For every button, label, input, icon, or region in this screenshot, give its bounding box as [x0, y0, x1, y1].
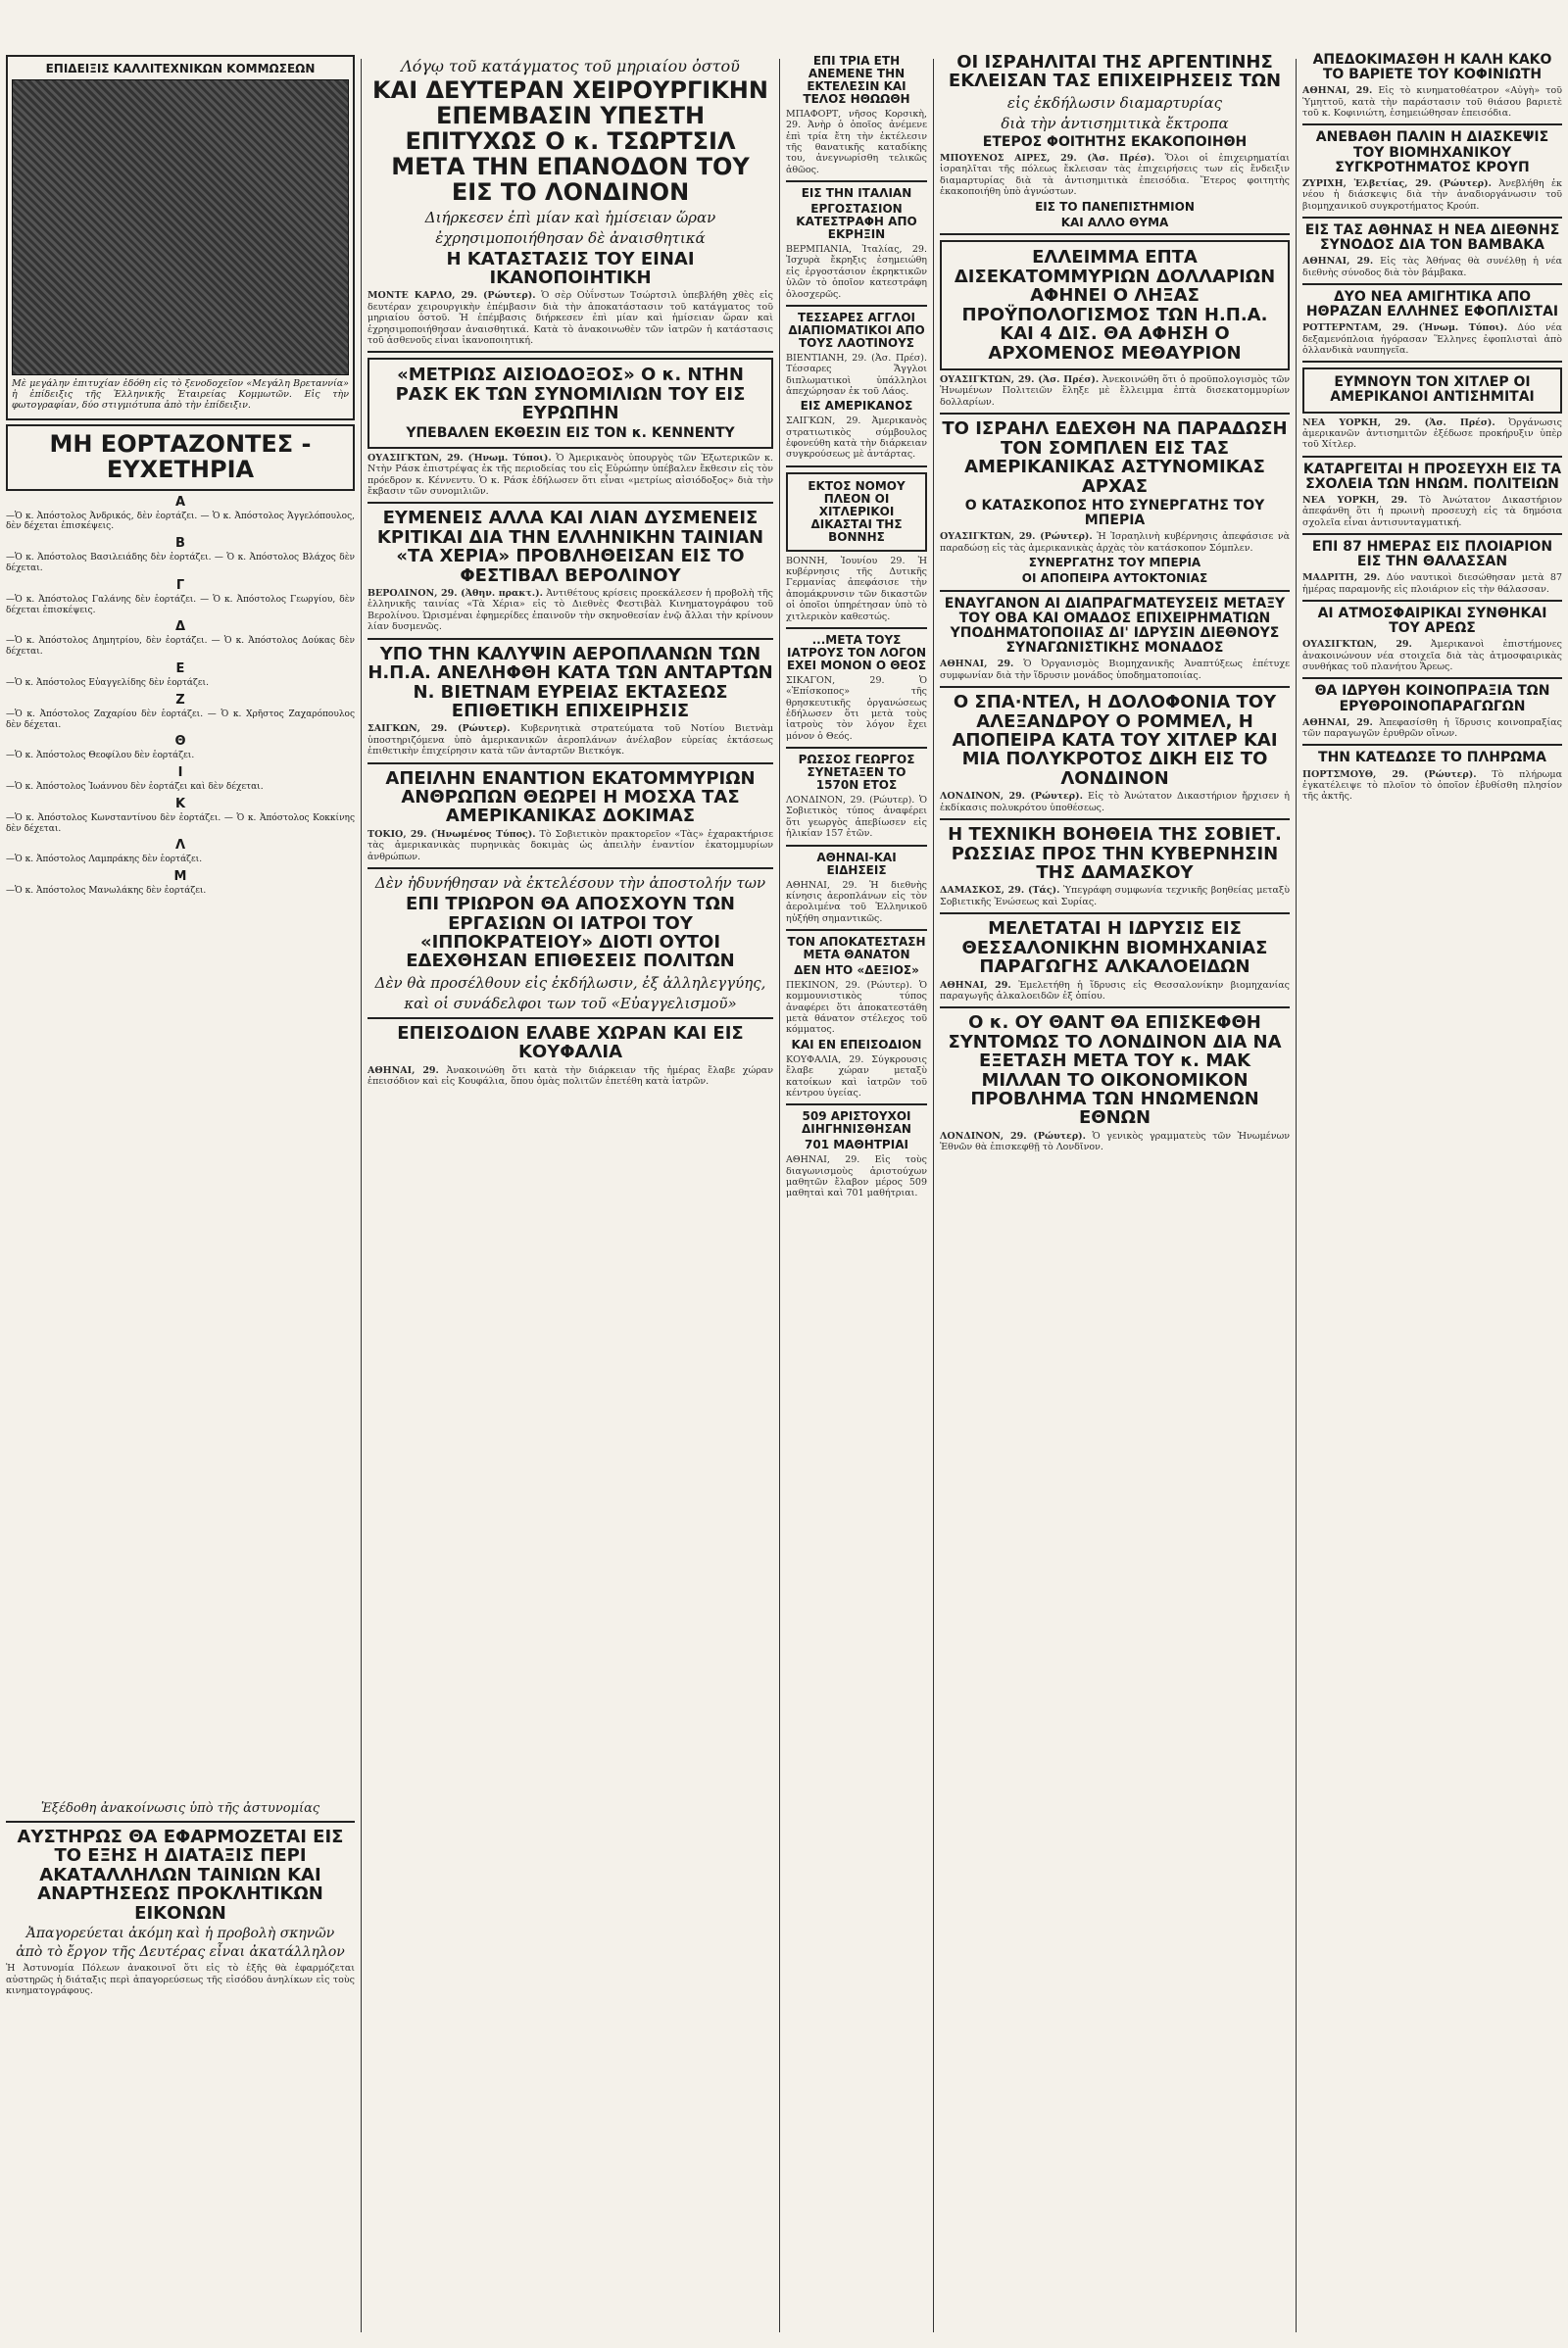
story-body	[1302, 417, 1562, 451]
story-text: Ὁ Ὀργανισμὸς Βιομηχανικῆς Ἀναπτύξεως ἐπέτυχε συμφωνίαν διὰ τὴν ἵδρυσιν μονάδος ὑποδηματοποιίας.	[940, 659, 1291, 681]
story-body	[1302, 639, 1562, 672]
dateline: ΝΕΑ ΥΟΡΚΗ, 29.	[1302, 494, 1408, 506]
column-4	[934, 0, 1296, 2348]
story-text: Ἀμερικανοὶ ἐπιστήμονες ἀνακοινώνουν νέα στοιχεῖα διὰ τὰς ἀτμοσφαιρικὰς συνθήκας τοῦ πλανήτου Ἄρεως.	[1302, 639, 1562, 673]
story-subhead: Ο ΚΑΤΑΣΚΟΠΟΣ ΗΤΟ ΣΥΝΕΡΓΑΤΗΣ ΤΟΥ ΜΠΕΡΙΑ	[964, 498, 1265, 529]
story-body	[368, 1065, 773, 1088]
story-body	[1302, 572, 1562, 595]
greeting-letter: Α	[174, 494, 186, 510]
greeting-entry: —Ὁ κ. Ἀπόστολος Κωνσταντίνου δὲν ἑορτάζει. — Ὁ κ. Ἀπόστολος Κοκκίνης δὲν δέχεται.	[6, 812, 355, 834]
greeting-entry: —Ὁ κ. Ἀπόστολος Ζαχαρίου δὲν ἑορτάζει. — Ὁ κ. Χρῆστος Ζαχαρόπουλος δὲν δέχεται.	[6, 709, 355, 730]
story-headline: ΥΠΟ ΤΗΝ ΚΑΛΥΨΙΝ ΑΕΡΟΠΛΑΝΩΝ ΤΩΝ Η.Π.Α. ΑΝΕΛΗΦΘΗ ΚΑΤΑ ΤΩΝ ΑΝΤΑΡΤΩΝ Ν. ΒΙΕΤΝΑΜ ΕΥΡΕΙΑΣ ΕΚΤΑΣΕΩΣ ΕΠΙΘΕΤΙΚΗ ΕΠΙΧΕΙΡΗΣΙΣ	[368, 643, 773, 721]
column-3	[780, 0, 933, 2348]
story-body: ΣΙΚΑΓΟΝ, 29. Ὁ «Ἐπίσκοπος» τῆς θρησκευτικῆς ὀργανώσεως ἐδήλωσεν ὅτι μετὰ τοὺς ἰατροὺς τὸν λόγον ἔχει μόνον ὁ Θεός.	[786, 674, 927, 742]
story-headline: Ο ΣΠΑ·ΝΤΕΛ, Η ΔΟΛΟΦΟΝΙΑ ΤΟΥ ΑΛΕΞΑΝΔΡΟΥ Ο ΡΟΜΜΕΛ, Η ΑΠΟΠΕΙΡΑ ΚΑΤΑ ΤΟΥ ΧΙΤΛΕΡ ΚΑΙ ΜΙΑ ΠΟΛΥΚΡΟΤΟΣ ΔΙΚΗ ΕΙΣ ΤΟ ΛΟΝΔΙΝΟΝ	[952, 692, 1278, 789]
greeting-entry: —Ὁ κ. Ἀπόστολος Εὐαγγελίδης δὲν ἑορτάζει.	[6, 677, 209, 688]
dateline: ΜΠΟΥΕΝΟΣ ΑΙΡΕΣ, 29. (Ἀσ. Πρέσ).	[940, 152, 1155, 164]
story-text: Ὁ γενικὸς γραμματεὺς τῶν Ἡνωμένων Ἐθνῶν θὰ ἐπισκεφθῇ τὸ Λονδῖνον.	[940, 1130, 1290, 1153]
story-body: ΑΘΗΝΑΙ, 29. Ἡ διεθνὴς κίνησις ἀεροπλάνων εἰς τὸν ἀερολιμένα τοῦ Ἑλληνικοῦ ηὐξήθη σημαντικῶς.	[786, 879, 927, 924]
story-box	[1302, 367, 1562, 413]
greeting-entry: —Ὁ κ. Ἀπόστολος Γαλάνης δὲν ἑορτάζει. — Ὁ κ. Ἀπόστολος Γεωργίου, δὲν δέχεται ἐπισκέψεις.	[6, 594, 355, 615]
story-body: ΒΙΕΝΤΙΑΝΗ, 29. (Ἀσ. Πρέσ). Τέσσαρες Ἄγγλοι διπλωματικοὶ ὑπάλληλοι ἀπεχώρησαν ἐκ τοῦ Λάος.	[786, 352, 927, 397]
story-headline: 509 ΑΡΙΣΤΟΥΧΟΙ ΔΙΗΓΗΝΙΣΘΗΣΑΝ	[802, 1109, 911, 1137]
story-subhead: ἐχρησιμοποιήθησαν δὲ ἀναισθητικά	[435, 228, 706, 247]
story-body	[1302, 256, 1562, 278]
dateline: ΑΘΗΝΑΙ, 29.	[940, 659, 1014, 670]
cinema-story	[6, 1798, 355, 1999]
story-headline: ΕΠΕΙΣΟΔΙΟΝ ΕΛΑΒΕ ΧΩΡΑΝ ΚΑΙ ΕΙΣ ΚΟΥΦΑΛΙΑ	[397, 1022, 744, 1063]
dateline: ΜΑΔΡΙΤΗ, 29.	[1302, 572, 1381, 584]
story-text: Ὁ Ἀμερικανὸς ὑπουργὸς τῶν Ἐξωτερικῶν κ. Ντὴν Ράσκ ἐπιστρέψας ἐκ τῆς περιοδείας του εἰς Εὐρώπην ὑπέβαλεν ἔκθεσιν εἰς τὸν πρόεδρον κ. Κέννεντυ. Ὁ κ. Ράσκ ἐδήλωσεν ὅτι εἶναι «μετρίως αἰσιόδοξος» διὰ τὴν ἔκβασιν τῶν συνομιλιῶν.	[368, 452, 773, 497]
dateline: ΡΟΤΤΕΡΝΤΑΜ, 29. (Ἡνωμ. Τύποι).	[1302, 322, 1508, 334]
dateline: ΔΑΜΑΣΚΟΣ, 29. (Τάς).	[940, 885, 1060, 897]
story-text: Δύο νέα δεξαμενόπλοια ἠγόρασαν Ἕλληνες ἐφοπλισταὶ ἀπὸ ὁλλανδικὰ ναυπηγεῖα.	[1302, 322, 1562, 356]
greeting-entry: —Ὁ κ. Ἀπόστολος Λαμπράκης δὲν ἑορτάζει.	[6, 855, 203, 865]
story-headline: Ο κ. ΟΥ ΘΑΝΤ ΘΑ ΕΠΙΣΚΕΦΘΗ ΣΥΝΤΟΜΩΣ ΤΟ ΛΟΝΔΙΝΟΝ ΔΙΑ ΝΑ ΕΞΕΤΑΣΗ ΜΕΤΑ ΤΟΥ κ. ΜΑΚ ΜΙΛΛΑΝ ΤΟ ΟΙΚΟΝΟΜΙΚΟΝ ΠΡΟΒΛΗΜΑ ΤΩΝ ΗΝΩΜΕΝΩΝ ΕΘΝΩΝ	[948, 1012, 1282, 1129]
dateline: ΑΘΗΝΑΙ, 29.	[940, 979, 1011, 991]
story-headline: ΡΩΣΣΟΣ ΓΕΩΡΓΟΣ ΣΥΝΕΤΑΞΕΝ ΤΟ 1570Ν ΕΤΟΣ	[798, 753, 915, 793]
story-headline: ΕΠΙ ΤΡΙΑ ΕΤΗ ΑΝΕΜΕΝΕ ΤΗΝ ΕΚΤΕΛΕΣΙΝ ΚΑΙ ΤΕΛΟΣ ΗΘΩΩΘΗ	[803, 54, 910, 106]
story-body	[940, 531, 1290, 554]
story-headline: ...ΜΕΤΑ ΤΟΥΣ ΙΑΤΡΟΥΣ ΤΟΝ ΛΟΓΟΝ ΕΧΕΙ ΜΟΝΟΝ Ο ΘΕΟΣ	[786, 632, 927, 672]
story-headline: ΤΟ ΙΣΡΑΗΛ ΕΔΕΧΘΗ ΝΑ ΠΑΡΑΔΩΣΗ ΤΟΝ ΣΟΜΠΛΕΝ ΕΙΣ ΤΑΣ ΑΜΕΡΙΚΑΝΙΚΑΣ ΑΣΤΥΝΟΜΙΚΑΣ ΑΡΧΑΣ	[942, 418, 1288, 497]
greeting-entry: —Ὁ κ. Ἀπόστολος Μανωλάκης δὲν ἑορτάζει.	[6, 886, 207, 897]
story-body	[940, 885, 1290, 907]
story-text: Ὑπεγράφη συμφωνία τεχνικῆς βοηθείας μεταξὺ Σοβιετικῆς Ἑνώσεως καὶ Συρίας.	[940, 885, 1290, 907]
story-kicker: Δὲν ἠδυνήθησαν νὰ ἐκτελέσουν τὴν ἀποστολήν των	[374, 874, 766, 893]
story-text: Ἀνεκοινώθη ὅτι ὁ προϋπολογισμὸς τῶν Ἡνωμένων Πολιτειῶν ἔληξε μὲ ἔλλειμμα ἑπτὰ δισεκατομμυρίων δολλαρίων.	[940, 374, 1290, 408]
greeting-letter: Μ	[173, 869, 187, 885]
story-label: ΕΙΣ ΤΟ ΠΑΝΕΠΙΣΤΗΜΙΟΝ	[1035, 199, 1195, 214]
story-headline: ΔΥΟ ΝΕΑ ΑΜΙΓΗΤΙΚΑ ΑΠΟ ΗΘΡΑΖΑΝ ΕΛΛΗΝΕΣ ΕΦΟΠΛΙΣΤΑΙ	[1305, 288, 1559, 319]
story-headline: ΤΟΝ ΑΠΟΚΑΤΕΣΤΑΣΗ ΜΕΤΑ ΘΑΝΑΤΟΝ	[787, 935, 926, 962]
story-body: ΣΑΙΓΚΩΝ, 29. Ἀμερικανὸς στρατιωτικὸς σύμβουλος ἐφονεύθη κατὰ τὴν διάρκειαν συγκρούσεως μὲ ἀντάρτας.	[786, 416, 927, 461]
story-headline: ΚΑΙ ΔΕΥΤΕΡΑΝ ΧΕΙΡΟΥΡΓΙΚΗΝ ΕΠΕΜΒΑΣΙΝ ΥΠΕΣΤΗ ΕΠΙΤΥΧΩΣ Ο κ. ΤΣΩΡΤΣΙΛ ΜΕΤΑ ΤΗΝ ΕΠΑΝΟΔΟΝ ΤΟΥ ΕΙΣ ΤΟ ΛΟΝΔΙΝΟΝ	[372, 76, 768, 206]
story-headline: ΜΕΛΕΤΑΤΑΙ Η ΙΔΡΥΣΙΣ ΕΙΣ ΘΕΣΣΑΛΟΝΙΚΗΝ ΒΙΟΜΗΧΑΝΙΑΣ ΠΑΡΑΓΩΓΗΣ ΑΛΚΑΛΟΕΙΔΩΝ	[961, 918, 1268, 978]
story-label: ΕΙΣ ΑΜΕΡΙΚΑΝΟΣ	[800, 399, 913, 414]
cinema-headline: ΑΥΣΤΗΡΩΣ ΘΑ ΕΦΑΡΜΟΖΕΤΑΙ ΕΙΣ ΤΟ ΕΞΗΣ Η ΔΙΑΤΑΞΙΣ ΠΕΡΙ ΑΚΑΤΑΛΛΗΛΩΝ ΤΑΙΝΙΩΝ ΚΑΙ ΑΝΑΡΤΗΣΕΩΣ ΠΡΟΚΛΗΤΙΚΩΝ ΕΙΚΟΝΩΝ	[17, 1827, 344, 1924]
story-headline: ΤΗΝ ΚΑΤΕΔΩΣΕ ΤΟ ΠΛΗΡΩΜΑ	[1318, 750, 1546, 766]
story-subhead: Διήρκεσεν ἐπὶ μίαν καὶ ἡμίσειαν ὥραν	[424, 208, 716, 226]
story-body	[368, 588, 773, 633]
story-subhead: ΕΤΕΡΟΣ ΦΟΙΤΗΤΗΣ ΕΚΑΚΟΠΟΙΗΘΗ	[982, 133, 1248, 150]
story-text: Ὀργάνωσις ἀμερικανῶν ἀντισημιτῶν ἐξέδωσε προκήρυξιν ὑπὲρ τοῦ Χίτλερ.	[1302, 416, 1562, 451]
story-headline: Η ΤΕΧΝΙΚΗ ΒΟΗΘΕΙΑ ΤΗΣ ΣΟΒΙΕΤ. ΡΩΣΣΙΑΣ ΠΡΟΣ ΤΗΝ ΚΥΒΕΡΝΗΣΙΝ ΤΗΣ ΔΑΜΑΣΚΟΥ	[948, 824, 1282, 883]
cinema-subhead: ἀπὸ τὸ ἔργον τῆς Δευτέρας εἶναι ἀκατάλληλον	[16, 1944, 345, 1961]
cinema-body: Ἡ Ἀστυνομία Πόλεων ἀνακοινοῖ ὅτι εἰς τὸ ἑξῆς θὰ ἐφαρμόζεται αὐστηρῶς ἡ διάταξις περὶ ἀπαγορεύσεως τῆς εἰσόδου ἀνηλίκων εἰς τοὺς κινηματογράφους.	[6, 1963, 355, 1996]
dateline: ΛΟΝΔΙΝΟΝ, 29. (Ρώυτερ).	[940, 1130, 1086, 1142]
story-body	[368, 290, 773, 346]
story-body	[940, 659, 1290, 681]
dateline: ΑΘΗΝΑΙ, 29.	[1302, 85, 1373, 97]
greeting-letter: Κ	[174, 796, 186, 811]
story-text: Εἰς τὸ Ἀνώτατον Δικαστήριον ἤρχισεν ἡ ἐκδίκασις πολυκρότου ὑποθέσεως.	[940, 791, 1290, 813]
greeting-entry: —Ὁ κ. Ἀπόστολος Θεοφίλου δὲν ἑορτάζει.	[6, 751, 195, 761]
dateline: ΟΥΑΣΙΓΚΤΩΝ, 29. (Ρώυτερ).	[940, 531, 1093, 543]
story-headline: ΕΡΓΟΣΤΑΣΙΟΝ ΚΑΤΕΣΤΡΑΦΗ ΑΠΟ ΕΚΡΗΞΙΝ	[796, 202, 917, 242]
greeting-letter: Ε	[175, 660, 185, 676]
greeting-letter: Γ	[175, 577, 185, 593]
story-text: Κυβερνητικὰ στρατεύματα τοῦ Νοτίου Βιετνὰμ ὑποστηριζόμενα ὑπὸ ἀμερικανικῶν ἀεροπλάνων ἀνέλαβον εὐρείας ἐκτάσεως ἐπιθετικὴν ἐπιχείρησιν κατὰ τῶν ἀνταρτῶν Βιετκόγκ.	[368, 723, 773, 758]
greeting-entry: —Ὁ κ. Ἀπόστολος Ἰωάννου δὲν ἑορτάζει καὶ δὲν δέχεται.	[6, 782, 264, 793]
photo-caption: Μὲ μεγάλην ἐπιτυχίαν ἐδόθη εἰς τὸ ξενοδοχεῖον «Μεγάλη Βρεταννία» ἡ ἐπίδειξις τῆς Ἑλληνικῆς Ἑταιρείας Κομμωτῶν. Εἰς τὴν φωτογραφίαν, δύο στιγμιότυπα ἀπὸ τὴν ἐπίδειξιν.	[12, 377, 349, 411]
story-body: ΚΟΥΦΑΛΙΑ, 29. Σύγκρουσις ἔλαβε χώραν μεταξὺ κατοίκων καὶ ἰατρῶν τοῦ κέντρου ὑγείας.	[786, 1053, 927, 1099]
story-text: Ἡ Ἰσραηλινὴ κυβέρνησις ἀπεφάσισε νὰ παραδώσῃ εἰς τὰς ἀμερικανικὰς ἀρχὰς τὸν κατάσκοπον Σόμπλεν.	[940, 531, 1290, 554]
greeting-entry: —Ὁ κ. Ἀπόστολος Δημητρίου, δὲν ἑορτάζει. — Ὁ κ. Ἀπόστολος Δούκας δὲν δέχεται.	[6, 636, 355, 658]
column-5	[1297, 0, 1568, 2348]
story-body	[940, 374, 1290, 408]
story-subhead: ΔΕΝ ΗΤΟ «ΔΕΞΙΟΣ»	[794, 962, 919, 977]
story-text: Ἐμελετήθη ἡ ἵδρυσις εἰς Θεσσαλονίκην βιομηχανίας παραγωγῆς ἀλκαλοειδῶν ἐξ ὀπίου.	[940, 979, 1291, 1002]
story-text: Ἀνακοινώθη ὅτι κατὰ τὴν διάρκειαν τῆς ἡμέρας ἔλαβε χώραν ἐπεισόδιον καὶ εἰς Κουφάλια, ὅπου ὁμὰς πολιτῶν ἐπετέθη κατὰ ἰατρῶν.	[368, 1064, 774, 1088]
story-headline: ΕΠΙ 87 ΗΜΕΡΑΣ ΕΙΣ ΠΛΟΙΑΡΙΟΝ ΕΙΣ ΤΗΝ ΘΑΛΑΣΣΑΝ	[1311, 539, 1553, 570]
story-subhead: Η ΚΑΤΑΣΤΑΣΙΣ ΤΟΥ ΕΙΝΑΙ ΙΚΑΝΟΠΟΙΗΤΙΚΗ	[446, 248, 695, 288]
story-headline: ΕΠΙ ΤΡΙΩΡΟΝ ΘΑ ΑΠΟΣΧΟΥΝ ΤΩΝ ΕΡΓΑΣΙΩΝ ΟΙ ΙΑΤΡΟΙ ΤΟΥ «ΙΠΠΟΚΡΑΤΕΙΟΥ» ΔΙΟΤΙ ΟΥΤΟΙ ΕΔΕΧΘΗΣΑΝ ΕΠΙΘΕΣΕΙΣ ΠΟΛΙΤΩΝ	[406, 894, 735, 972]
greetings-box	[6, 424, 355, 491]
story-subhead: Δὲν θὰ προσέλθουν εἰς ἐκδήλωσιν, ἐξ ἀλληλεγγύης,	[374, 973, 766, 992]
story-text: Εἰς τὰς Ἀθήνας θὰ συνέλθῃ ἡ νέα διεθνὴς σύνοδος διὰ τὸν βάμβακα.	[1302, 256, 1562, 278]
story-headline: «ΜΕΤΡΙΩΣ ΑΙΣΙΟΔΟΞΟΣ» Ο κ. ΝΤΗΝ ΡΑΣΚ ΕΚ ΤΩΝ ΣΥΝΟΜΙΛΙΩΝ ΤΟΥ ΕΙΣ ΕΥΡΩΠΗΝ	[395, 365, 746, 424]
story-label: ΟΙ ΑΠΟΠΕΙΡΑ ΑΥΤΟΚΤΟΝΙΑΣ	[1021, 570, 1208, 585]
dateline: ΖΥΡΙΧΗ, Ἑλβετίας, 29. (Ρώυτερ).	[1302, 177, 1492, 189]
story-headline: ΕΙΣ ΤΑΣ ΑΘΗΝΑΣ Η ΝΕΑ ΔΙΕΘΝΗΣ ΣΥΝΟΔΟΣ ΔΙΑ ΤΟΝ ΒΑΜΒΑΚΑ	[1304, 221, 1560, 253]
story-text: Ἀπεφασίσθη ἡ ἵδρυσις κοινοπραξίας τῶν παραγωγῶν ἐρυθρῶν οἴνων.	[1302, 716, 1562, 740]
dateline: ΑΘΗΝΑΙ, 29.	[1302, 256, 1374, 268]
story-body	[368, 723, 773, 757]
story-text: Τὸ πλήρωμα ἐγκατέλειψε τὸ πλοῖον τὸ ὁποῖον ἐβυθίσθη πλησίον τῆς ἀκτῆς.	[1302, 768, 1562, 803]
story-body	[1302, 769, 1562, 803]
photo-feature	[6, 55, 355, 420]
story-subhead: ΥΠΕΒΑΛΕΝ ΕΚΘΕΣΙΝ ΕΙΣ ΤΟΝ κ. ΚΕΝΝΕΝΤΥ	[406, 424, 735, 441]
story-box	[786, 472, 927, 552]
story-text: Ὁ σὲρ Οὐΐνστων Τσώρτσιλ ὑπεβλήθη χθὲς εἰς δευτέραν χειρουργικὴν ἐπέμβασιν διὰ τὴν ἀποκατάστασιν τοῦ κατάγματος τοῦ μηριαίου ὀστοῦ. Ἡ ἐπέμβασις διήρκεσεν ἐπὶ μίαν καὶ ἡμίσειαν ὥραν καὶ ἐχρησιμοποιήθησαν ἀναισθητικά. Κατὰ τὸ ἀνακοινωθὲν τῶν ἰατρῶν ἡ κατάστασις τοῦ ἀσθενοῦς εἶναι ἱκανοποιητική.	[368, 290, 773, 346]
hairstyle-show-photo	[12, 79, 349, 375]
story-body	[1302, 322, 1562, 356]
story-headline: ΑΠΕΙΛΗΝ ΕΝΑΝΤΙΟΝ ΕΚΑΤΟΜΜΥΡΙΩΝ ΑΝΘΡΩΠΩΝ ΘΕΩΡΕΙ Η ΜΟΣΧΑ ΤΑΣ ΑΜΕΡΙΚΑΝΙΚΑΣ ΔΟΚΙΜΑΣ	[385, 767, 756, 827]
story-headline: ΕΝΑΥΓΑΝΟΝ ΑΙ ΔΙΑΠΡΑΓΜΑΤΕΥΣΕΙΣ ΜΕΤΑΞΥ ΤΟΥ ΟΒΑ ΚΑΙ ΟΜΑΔΟΣ ΕΠΙΧΕΙΡΗΜΑΤΙΩΝ ΥΠΟΔΗΜΑΤΟΠΟΙΙΑΣ ΔΙ' ΙΔΡΥΣΙΝ ΔΙΕΘΝΟΥΣ ΣΥΝΑΓΩΝΙΣΤΙΚΗΣ ΜΟΝΑΔΟΣ	[944, 595, 1286, 657]
greetings-list	[6, 495, 355, 898]
story-text: Εἰς τὸ κινηματοθέατρον «Αὐγὴ» τοῦ Ὑμηττοῦ, κατὰ τὴν παράστασιν τοῦ θιάσου βαριετὲ τοῦ κ. Κοφινιώτη, ἐσημειώθησαν ἐπεισόδια.	[1302, 85, 1562, 119]
story-headline: ΟΙ ΙΣΡΑΗΛΙΤΑΙ ΤΗΣ ΑΡΓΕΝΤΙΝΗΣ ΕΚΛΕΙΣΑΝ ΤΑΣ ΕΠΙΧΕΙΡΗΣΕΙΣ ΤΩΝ	[948, 52, 1282, 92]
dateline: ΟΥΑΣΙΓΚΤΩΝ, 29. (Ἀσ. Πρέσ).	[940, 374, 1100, 386]
story-text: Ἀνεβλήθη ἐκ νέου ἡ διάσκεψις διὰ τὴν ἀναδιοργάνωσιν τοῦ βιομηχανικοῦ συγκροτήματος Κρούπ.	[1302, 177, 1562, 212]
story-subhead: καὶ οἱ συνάδελφοι των τοῦ «Εὐαγγελισμοῦ»	[404, 994, 737, 1012]
story-body: ΠΕΚΙΝΟΝ, 29. (Ρώυτερ). Ὁ κομμουνιστικὸς τύπος ἀναφέρει ὅτι ἀποκατεστάθη μετὰ θάνατον στέλεχος τοῦ κόμματος.	[786, 979, 927, 1036]
story-body	[940, 153, 1290, 198]
cinema-subhead: Ἀπαγορεύεται ἀκόμη καὶ ἡ προβολὴ σκηνῶν	[25, 1926, 335, 1942]
story-headline: ΤΕΣΣΑΡΕΣ ΑΓΓΛΟΙ ΔΙΑΠΙΟΜΑΤΙΚΟΙ ΑΠΟ ΤΟΥΣ ΛΑΟΤΙΝΟΥΣ	[788, 310, 925, 350]
greeting-letter: Ι	[177, 765, 183, 781]
story-headline: ΕΛΛΕΙΜΜΑ ΕΠΤΑ ΔΙΣΕΚΑΤΟΜΜΥΡΙΩΝ ΔΟΛΛΑΡΙΩΝ ΑΦΗΝΕΙ Ο ΛΗΞΑΣ ΠΡΟΫΠΟΛΟΓΙΣΜΟΣ ΤΩΝ Η.Π.Α. ΚΑΙ 4 ΔΙΣ. ΘΑ ΑΦΗΣΗ Ο ΑΡΧΟΜΕΝΟΣ ΜΕΘΑΥΡΙΟΝ	[954, 247, 1276, 364]
dateline: ΑΘΗΝΑΙ, 29.	[368, 1064, 439, 1076]
story-body	[1302, 717, 1562, 740]
greeting-letter: Δ	[174, 619, 186, 635]
story-text: Τὸ Ἀνώτατον Δικαστήριον ἀπεφάνθη ὅτι ἡ πρωινὴ προσευχὴ εἰς τὰ δημόσια σχολεῖα εἶναι ἀντισυνταγματική.	[1302, 494, 1562, 528]
story-body: ΒΕΡΜΠΑΝΙΑ, Ἰταλίας, 29. Ἰσχυρὰ ἔκρηξις ἐσημειώθη εἰς ἐργοστάσιον ἐκρηκτικῶν ὑλῶν τὸ ὁποῖον κατεστράφη ὁλοσχερῶς.	[786, 243, 927, 300]
story-body	[940, 1131, 1290, 1153]
story-text: Ἀντιθέτους κρίσεις προεκάλεσεν ἡ προβολὴ τῆς ἑλληνικῆς ταινίας «Τὰ Χέρια» εἰς τὸ Διεθνὲς Φεστιβὰλ Κινηματογράφου τοῦ Βερολίνου. Ὡρισμέναι ἐφημερίδες ἐπαινοῦν τὴν σκηνοθεσίαν ἐνῷ ἄλλαι τὴν κρίνουν λίαν δυσμενῶς.	[368, 588, 773, 633]
greeting-letter: Λ	[174, 838, 186, 854]
story-body	[1302, 178, 1562, 212]
story-text: Τὸ Σοβιετικὸν πρακτορεῖον «Τὰς» ἐχαρακτήρισε τὰς ἀμερικανικὰς πυρηνικὰς δοκιμὰς ὡς ἀπειλὴν ἐναντίον ἑκατομμυρίων ἀνθρώπων.	[368, 828, 773, 862]
story-label: ΚΑΙ ΑΛΛΟ ΘΥΜΑ	[1060, 215, 1169, 229]
story-headline: ΚΑΤΑΡΓΕΙΤΑΙ Η ΠΡΟΣΕΥΧΗ ΕΙΣ ΤΑ ΣΧΟΛΕΙΑ ΤΩΝ ΗΝΩΜ. ΠΟΛΙΤΕΙΩΝ	[1302, 461, 1562, 492]
dateline: ΟΥΑΣΙΓΚΤΩΝ, 29.	[1302, 639, 1412, 651]
story-body	[940, 980, 1290, 1003]
story-label: ΚΑΙ ΕΝ ΕΠΕΙΣΟΔΙΟΝ	[791, 1037, 922, 1052]
dateline: ΤΟΚΙΟ, 29. (Ἡνωμένος Τύπος).	[368, 828, 536, 840]
story-box	[368, 358, 773, 448]
story-headline: ΑΙ ΑΤΜΟΣΦΑΙΡΙΚΑΙ ΣΥΝΘΗΚΑΙ ΤΟΥ ΑΡΕΩΣ	[1317, 606, 1547, 637]
greeting-letter: Θ	[174, 734, 186, 750]
story-box	[940, 240, 1290, 370]
dateline: ΝΕΑ ΥΟΡΚΗ, 29. (Ἀσ. Πρέσ).	[1302, 416, 1495, 428]
greeting-letter: Β	[175, 536, 185, 552]
story-headline: ΑΘΗΝΑΙ-ΚΑΙ ΕΙΔΗΣΕΙΣ	[816, 850, 897, 877]
greeting-letter: Ζ	[175, 692, 185, 708]
story-subhead: διὰ τὴν ἀντισημιτικὰ ἔκτροπα	[1001, 114, 1229, 132]
story-text: Ὅλοι οἱ ἐπιχειρηματίαι ἰσραηλῖται τῆς πόλεως ἔκλεισαν τὰς ἐπιχειρήσεις των εἰς ἔνδειξιν διαμαρτυρίας διὰ τὰ ἀντισημιτικὰ ἐπεισόδια. Ἕτερος φοιτητὴς ἐκακοποιήθη ὑπὸ ἀγνώστων.	[940, 152, 1290, 198]
dateline: ΣΑΙΓΚΩΝ, 29. (Ρώυτερ).	[368, 723, 511, 735]
story-body	[940, 791, 1290, 813]
story-body: ΜΠΑΦΟΡΤ, νῆσος Κορσικὴ, 29. Ἀνὴρ ὁ ὁποῖος ἀνέμενε ἐπὶ τρία ἔτη τὴν ἐκτέλεσιν τῆς θανατικῆς καταδίκης του, ἀνεγνωρίσθη τελικῶς ἀθῶος.	[786, 108, 927, 175]
dateline: ΟΥΑΣΙΓΚΤΩΝ, 29. (Ἡνωμ. Τύποι).	[368, 452, 552, 464]
story-headline: ΘΑ ΙΔΡΥΘΗ ΚΟΙΝΟΠΡΑΞΙΑ ΤΩΝ ΕΡΥΘΡΟΙΝΟΠΑΡΑΓΩΓΩΝ	[1314, 683, 1550, 714]
story-text: Δύο ναυτικοὶ διεσώθησαν μετὰ 87 ἡμέρας παραμονῆς εἰς πλοιάριον εἰς τὴν θάλασσαν.	[1302, 572, 1562, 595]
story-headline: ΕΥΜΕΝΕΙΣ ΑΛΛΑ ΚΑΙ ΛΙΑΝ ΔΥΣΜΕΝΕΙΣ ΚΡΙΤΙΚΑΙ ΔΙΑ ΤΗΝ ΕΛΛΗΝΙΚΗΝ ΤΑΙΝΙΑΝ «ΤΑ ΧΕΡΙΑ» ΠΡΟΒΛΗΘΕΙΣΑΝ ΕΙΣ ΤΟ ΦΕΣΤΙΒΑΛ ΒΕΡΟΛΙΝΟΥ	[376, 508, 764, 586]
greeting-entry: —Ὁ κ. Ἀπόστολος Ἀνδρικός, δὲν ἑορτάζει. — Ὁ κ. Ἀπόστολος Ἀγγελόπουλος, δὲν δέχεται ἐπισκέψεις.	[6, 511, 355, 532]
column-1	[0, 0, 361, 2348]
story-subhead: 701 ΜΑΘΗΤΡΙΑΙ	[805, 1138, 908, 1152]
story-subhead: εἰς ἐκδήλωσιν διαμαρτυρίας	[1006, 93, 1223, 112]
story-headline: ΑΠΕΔΟΚΙΜΑΣΘΗ Η ΚΑΛΗ ΚΑΚΟ ΤΟ ΒΑΡΙΕΤΕ ΤΟΥ ΚΟΦΙΝΙΩΤΗ	[1312, 52, 1552, 83]
story-headline: ΕΚΤΟΣ ΝΟΜΟΥ ΠΛΕΟΝ ΟΙ ΧΙΤΛΕΡΙΚΟΙ ΔΙΚΑΣΤΑΙ ΤΗΣ ΒΟΝΝΗΣ	[808, 478, 906, 544]
dateline: ΛΟΝΔΙΝΟΝ, 29. (Ρώυτερ).	[940, 791, 1083, 803]
story-headline: ΕΥΜΝΟΥΝ ΤΟΝ ΧΙΤΛΕΡ ΟΙ ΑΜΕΡΙΚΑΝΟΙ ΑΝΤΙΣΗΜΙΤΑΙ	[1330, 374, 1535, 406]
dateline: ΑΘΗΝΑΙ, 29.	[1302, 716, 1373, 728]
story-body	[1302, 495, 1562, 528]
story-kicker: Λόγῳ τοῦ κατάγματος τοῦ μηριαίου ὀστοῦ	[401, 57, 740, 75]
cinema-kicker: Ἐξέδοθη ἀνακοίνωσις ὑπὸ τῆς ἀστυνομίας	[40, 1801, 320, 1816]
story-headline: ΑΝΕΒΑΘΗ ΠΑΛΙΝ Η ΔΙΑΣΚΕΨΙΣ ΤΟΥ ΒΙΟΜΗΧΑΝΙΚΟΥ ΣΥΓΚΡΟΤΗΜΑΤΟΣ ΚΡΟΥΠ	[1315, 129, 1549, 175]
story-label: ΣΥΝΕΡΓΑΤΗΣ ΤΟΥ ΜΠΕΡΙΑ	[1028, 556, 1201, 569]
story-body: ΛΟΝΔΙΝΟΝ, 29. (Ρώυτερ). Ὁ Σοβιετικὸς τύπος ἀναφέρει ὅτι γεωργὸς ἀπεβίωσεν εἰς ἡλικίαν 157 ἐτῶν.	[786, 795, 927, 840]
greeting-entry: —Ὁ κ. Ἀπόστολος Βασιλειάδης δὲν ἑορτάζει. — Ὁ κ. Ἀπόστολος Βλάχος δὲν δέχεται.	[6, 553, 355, 573]
dateline: ΜΟΝΤΕ ΚΑΡΛΟ, 29. (Ρώυτερ).	[368, 290, 536, 302]
story-body: ΒΟΝΝΗ, Ἰουνίου 29. Ἡ κυβέρνησις τῆς Δυτικῆς Γερμανίας ἀπεφάσισε τὴν ἀπομάκρυνσιν τῶν δικαστῶν οἱ ὁποῖοι ὑπηρέτησαν ὑπὸ τὸ χιτλερικὸν καθεστώς.	[786, 555, 927, 622]
story-body	[1302, 85, 1562, 119]
greetings-title: ΜΗ ΕΟΡΤΑΖΟΝΤΕΣ - ΕΥΧΕΤΗΡΙΑ	[49, 429, 312, 483]
column-2	[362, 0, 779, 2348]
story-body: ΑΘΗΝΑΙ, 29. Εἰς τοὺς διαγωνισμοὺς ἀριστούχων μαθητῶν ἔλαβον μέρος 509 μαθηταὶ καὶ 701 μαθήτριαι.	[786, 1154, 927, 1199]
dateline: ΠΟΡΤΣΜΟΥΘ, 29. (Ρώυτερ).	[1302, 768, 1477, 780]
story-label: ΕΙΣ ΤΗΝ ΙΤΑΛΙΑΝ	[801, 186, 912, 201]
photo-feature-title: ΕΠΙΔΕΙΞΙΣ ΚΑΛΛΙΤΕΧΝΙΚΩΝ ΚΟΜΜΩΣΕΩΝ	[45, 62, 316, 75]
story-body	[368, 453, 773, 498]
dateline: ΒΕΡΟΛΙΝΟΝ, 29. (Ἀθην. πρακτ.).	[368, 588, 543, 600]
story-body	[368, 829, 773, 862]
